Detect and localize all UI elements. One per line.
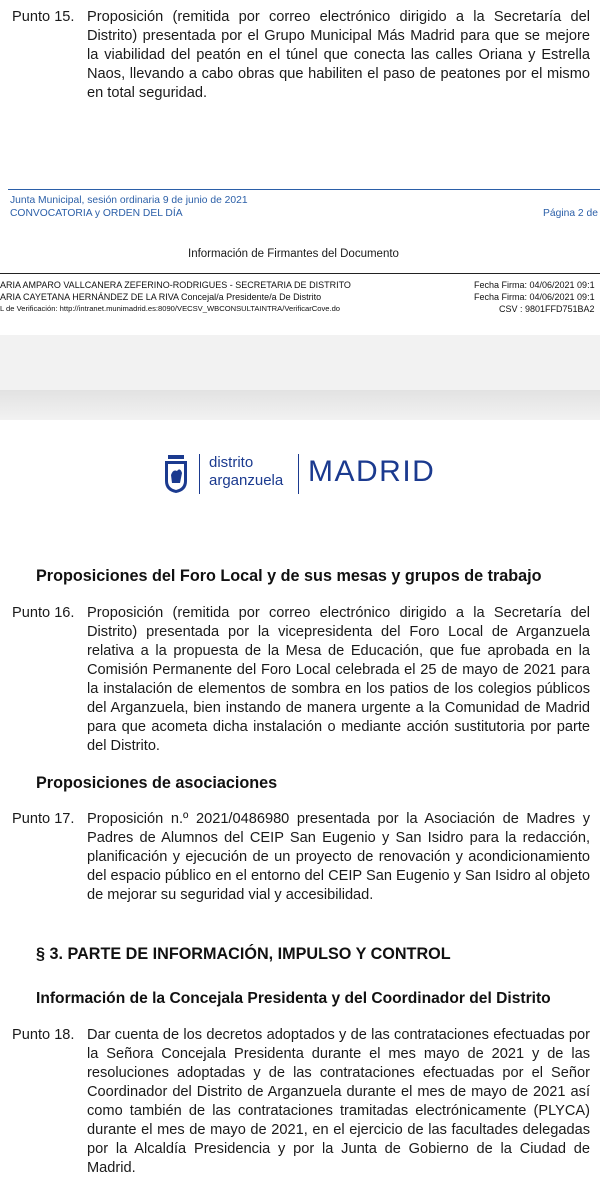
- punto-text: Proposición (remitida por correo electrónico dirigido a la Secretaría del Distrito) presentada por la vicepresidenta del Foro Local de Arganzuela relativa a la propuesta de la Mesa de Educación, que fue aprobada en la Comisión Permanente del Foro Local celebrada el 25 de mayo de 2021 para la instalación de elementos de sombra en los patios de los colegios públicos del Arganzuela, bien instando de manera urgente a la Comunidad de Madrid para que acometa dicha instalación o mediante acción sustitutoria por parte del Distrito.: [87, 605, 590, 754]
- punto-number: Punto 15.: [12, 9, 75, 25]
- footer-page-number: Página 2 de: [543, 208, 598, 219]
- punto-18: [12, 1026, 590, 1178]
- coat-of-arms-icon: [163, 455, 189, 493]
- punto-text: Proposición (remitida por correo electrónico dirigido a la Secretaría del Distrito) presentada por el Grupo Municipal Más Madrid para que se mejore la viabilidad del peatón en el túnel que conecta las calles Oriana y Estrella Naos, llevando a cabo obras que habiliten el paso de peatones por el mismo en total seguridad.: [87, 9, 590, 101]
- page-gap: [0, 335, 600, 390]
- footer-session: Junta Municipal, sesión ordinaria 9 de junio de 2021: [10, 195, 248, 206]
- signer-row-left: ARIA AMPARO VALLCANERA ZEFERINO-RODRIGUES - SECRETARIA DE DISTRITO: [0, 280, 351, 290]
- distrito-arganzuela-logo: [163, 450, 453, 500]
- heading-asociaciones: Proposiciones de asociaciones: [36, 774, 278, 792]
- punto-number: Punto 17.: [12, 811, 75, 827]
- logo-arganzuela: arganzuela: [209, 472, 284, 489]
- punto-number: Punto 18.: [12, 1027, 75, 1043]
- punto-text: Dar cuenta de los decretos adoptados y de las contrataciones efectuadas por la Señora Concejala Presidenta durante el mes mayo de 2021 y de las resoluciones adoptadas y de las contrataciones efectuadas por el Señor Coordinador del Distrito de Arganzuela durante el mes de mayo de 2021 así como también de las contrataciones tramitadas electrónicamente (PLYCA) durante el mes de mayo de 2021, en el ejercicio de las facultades delegadas por la Alcaldía Presidencia y por la Junta de Gobierno de la Ciudad de Madrid.: [87, 1027, 590, 1176]
- verification-url: L de Verificación: http://intranet.munimadrid.es:8090/VECSV_WBCONSULTAINTRA/VerificarCove.do: [0, 304, 341, 313]
- footer-rule: [8, 189, 600, 190]
- punto-text: Proposición n.º 2021/0486980 presentada por la Asociación de Madres y Padres de Alumnos del CEIP San Eugenio y San Isidro para la redacción, planificación y ejecución de un proyecto de renovación y acondicionamiento del espacio público en el entorno del CEIP San Eugenio y San Isidro al objeto de mejorar su seguridad vial y accesibilidad.: [87, 811, 590, 903]
- signer-row-right: Fecha Firma: 04/06/2021 09:1: [474, 280, 595, 290]
- heading-foro-local: Proposiciones del Foro Local y de sus mesas y grupos de trabajo: [36, 567, 542, 585]
- csv-code: CSV : 9801FFD751BA2: [499, 304, 595, 314]
- punto-17: [12, 810, 590, 924]
- logo-divider-2: [298, 454, 299, 494]
- heading-section-3: § 3. PARTE DE INFORMACIÓN, IMPULSO Y CONTROL: [36, 945, 451, 963]
- page-gap-shadow: [0, 390, 600, 420]
- punto-15: [12, 8, 590, 104]
- signer-row-left: ARIA CAYETANA HERNÁNDEZ DE LA RIVA Concejal/a Presidente/a De Distrito: [0, 292, 322, 302]
- signers-title: Información de Firmantes del Documento: [188, 248, 399, 260]
- punto-number: Punto 16.: [12, 605, 75, 621]
- signers-rule: [0, 273, 600, 274]
- heading-informacion: Información de la Concejala Presidenta y del Coordinador del Distrito: [36, 990, 551, 1007]
- logo-divider: [199, 454, 200, 494]
- logo-distrito: distrito: [209, 454, 254, 471]
- footer-convocatoria: CONVOCATORIA y ORDEN DEL DÍA: [10, 208, 183, 219]
- punto-16: [12, 604, 590, 756]
- signer-row-right: Fecha Firma: 04/06/2021 09:1: [474, 292, 595, 302]
- logo-madrid: MADRID: [308, 455, 436, 488]
